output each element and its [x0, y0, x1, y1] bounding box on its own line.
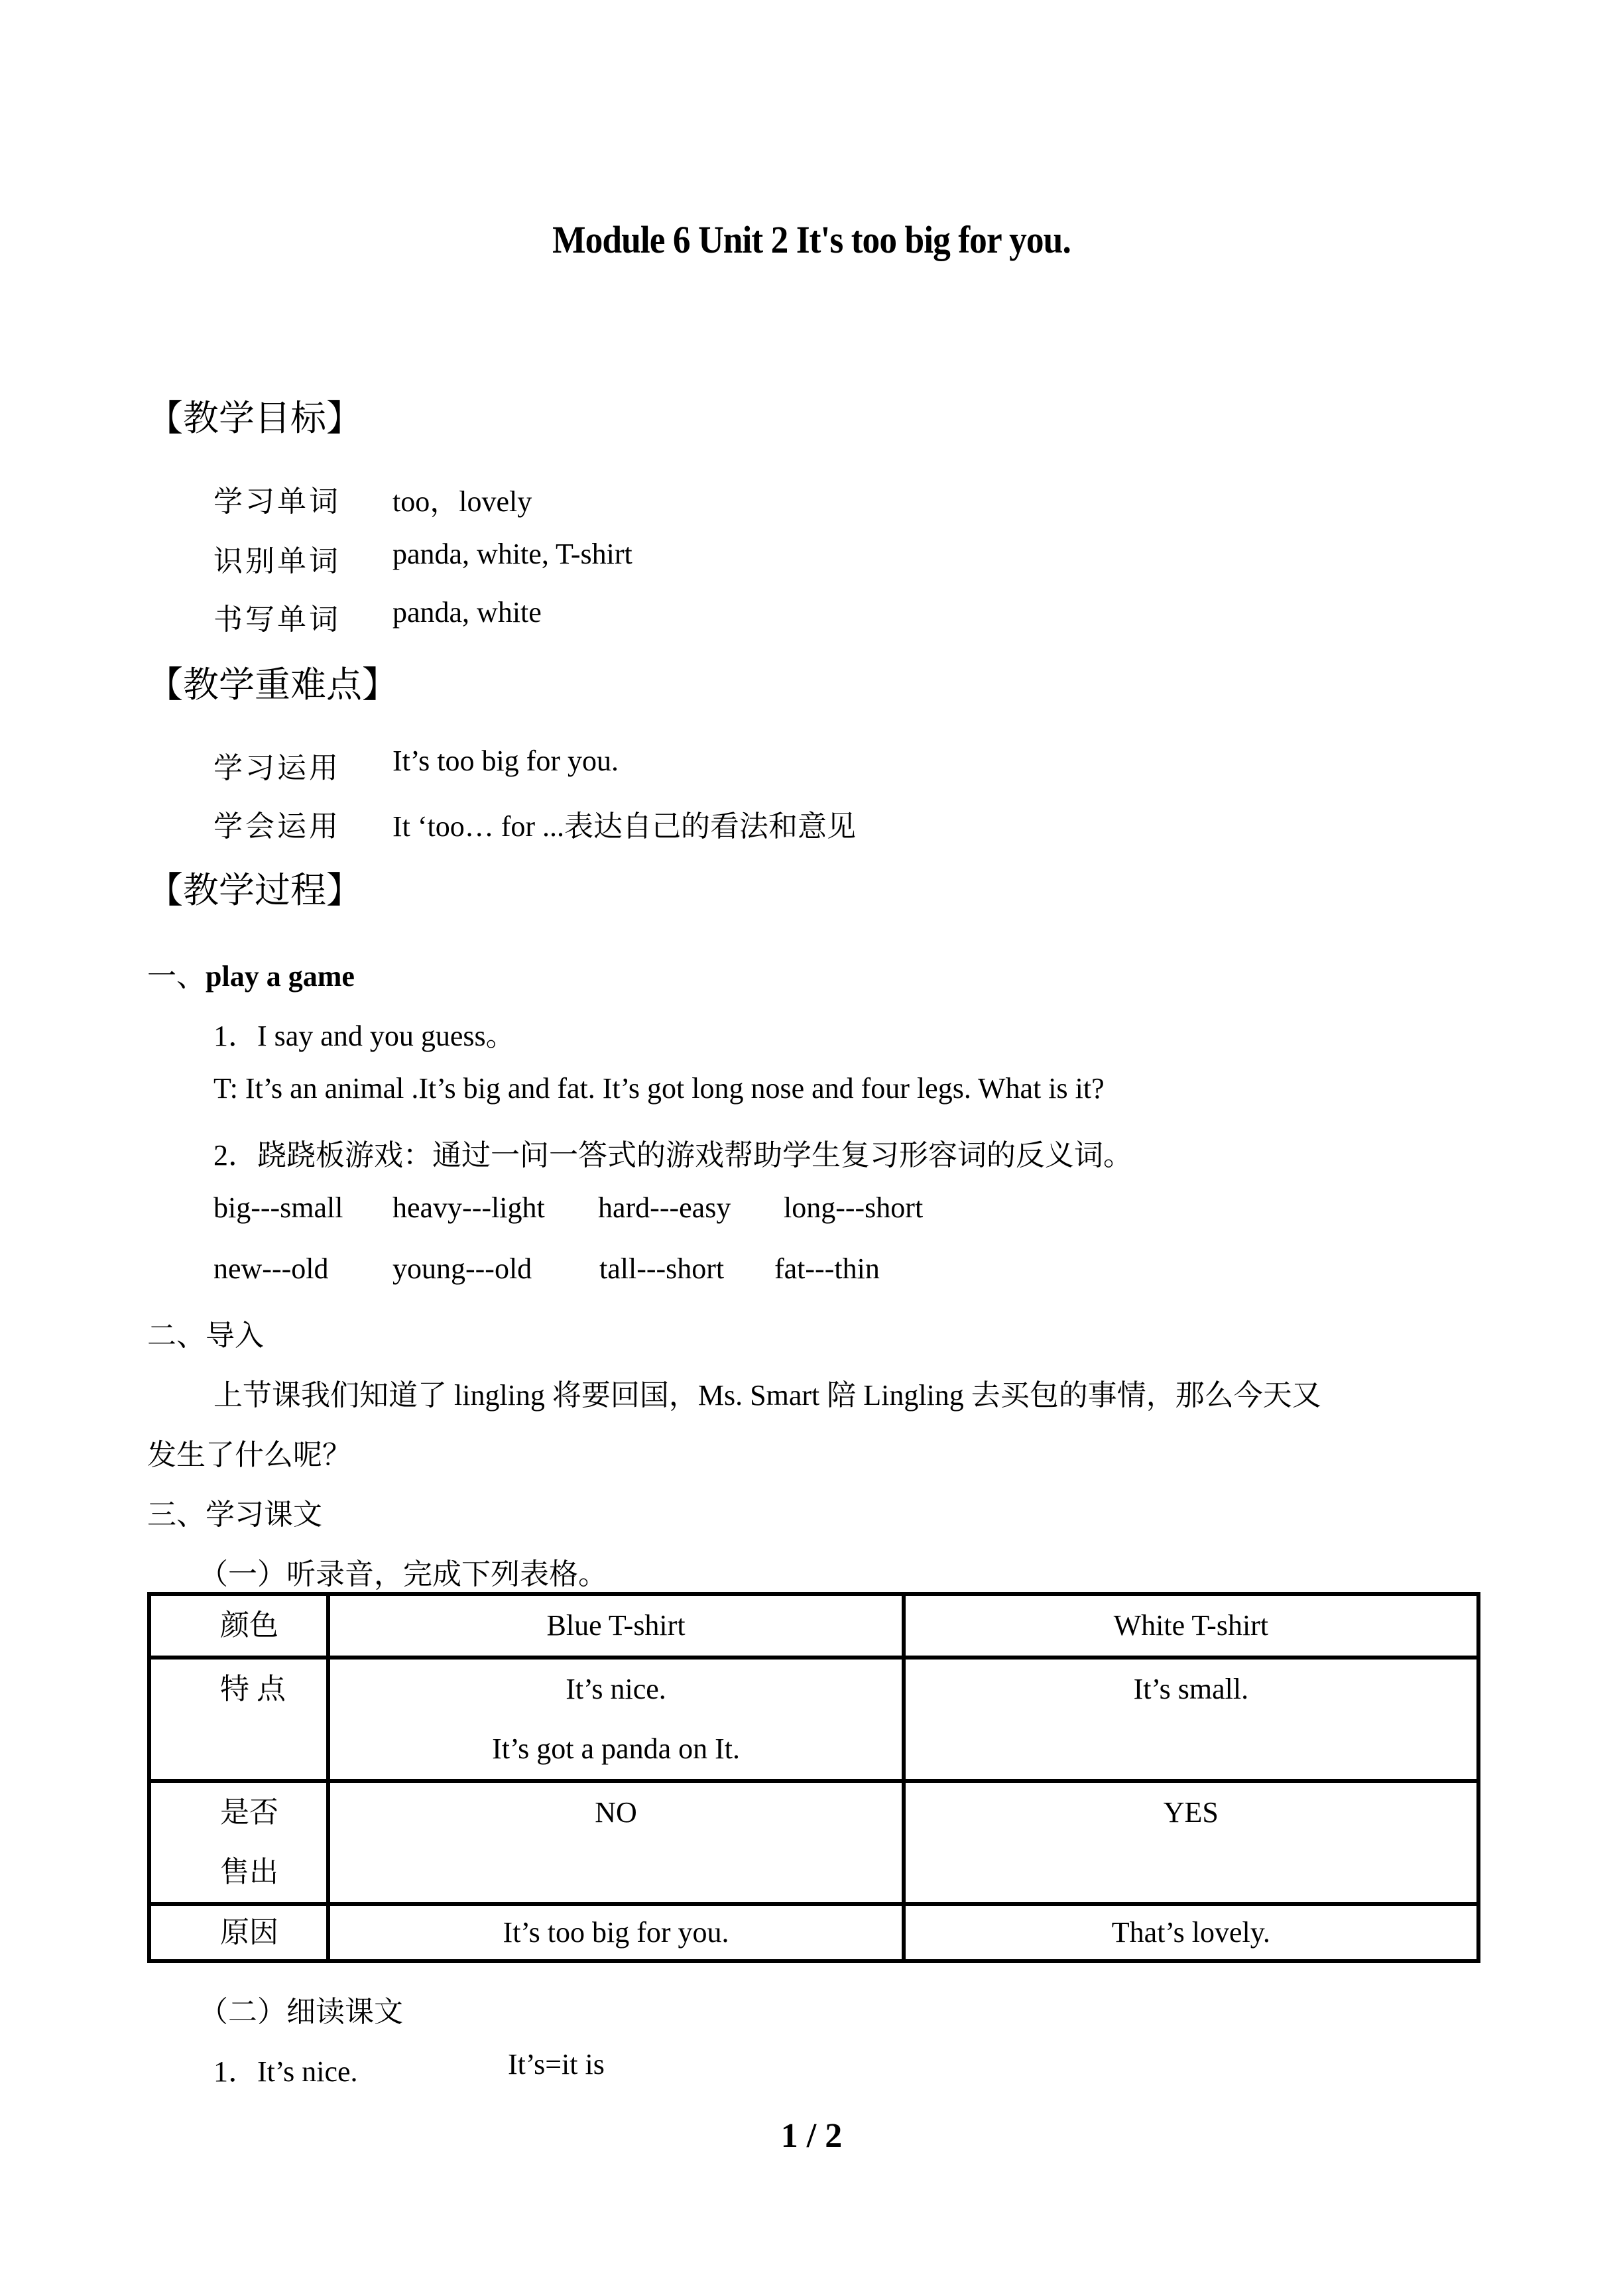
table-row-header: 原因	[149, 1904, 328, 1961]
antonym-pair: long---short	[784, 1191, 924, 1224]
key-points-heading: 【教学重难点】	[147, 665, 398, 705]
page-number: 1 / 2	[780, 2117, 843, 2155]
process-heading: 【教学过程】	[147, 871, 362, 910]
reading-item-1: 1．It’s nice.	[213, 2055, 358, 2088]
antonym-pair: tall---short	[599, 1252, 725, 1285]
key-point-label-2: 学会运用	[213, 810, 341, 843]
reading-item-1-note: It’s=it is	[508, 2048, 605, 2081]
antonym-pair: heavy---light	[392, 1191, 545, 1224]
part2-heading: 二、导入	[147, 1319, 264, 1352]
table-cell-white: White T-shirt	[904, 1594, 1478, 1658]
table-row-header: 是否 售出	[149, 1781, 328, 1904]
antonym-pair: young---old	[392, 1252, 532, 1285]
table-cell-blue: It’s too big for you.	[328, 1904, 903, 1961]
table-row	[149, 1594, 1478, 1658]
table-row	[149, 1781, 1478, 1904]
table-cell-white: It’s small.	[904, 1658, 1478, 1781]
antonym-pair: big---small	[213, 1191, 343, 1224]
key-point-value-1: It’s too big for you.	[392, 745, 619, 777]
part1-step1: 1．I say and you guess。	[213, 1020, 515, 1052]
part2-paragraph-line2: 发生了什么呢？	[147, 1439, 351, 1471]
objective-value-3: panda, white	[392, 596, 542, 629]
table-cell-blue: NO	[328, 1781, 903, 1904]
table-row-header: 特 点	[149, 1658, 328, 1781]
document-title: Module 6 Unit 2 It's too big for you.	[552, 218, 1071, 261]
part1-prefix: 一、	[147, 960, 206, 993]
part1-heading	[147, 952, 355, 995]
objective-label-2: 识别单词	[213, 545, 341, 577]
objective-value-2: panda, white, T-shirt	[392, 538, 632, 570]
part1-dialog: T: It’s an animal .It’s big and fat. It’s got long nose and four legs. What is it?	[213, 1072, 1105, 1105]
part2-paragraph-line1: 上节课我们知道了 lingling 将要回国，Ms. Smart 陪 Lingling 去买包的事情，那么今天又	[213, 1379, 1321, 1412]
table-cell-blue: It’s nice. It’s got a panda on It.	[328, 1658, 903, 1781]
table-row	[149, 1658, 1478, 1781]
part1-title: play a game	[206, 960, 355, 993]
table-cell-blue: Blue T-shirt	[328, 1594, 903, 1658]
objective-label-1: 学习单词	[213, 485, 341, 518]
objective-label-3: 书写单词	[213, 603, 341, 636]
table-row-header: 颜色	[149, 1594, 328, 1658]
objectives-heading: 【教学目标】	[147, 398, 362, 438]
table-cell-white: That’s lovely.	[904, 1904, 1478, 1961]
key-point-label-1: 学习运用	[213, 752, 341, 784]
table-row	[149, 1904, 1478, 1961]
antonym-pair: hard---easy	[598, 1191, 731, 1224]
antonym-pair: fat---thin	[774, 1252, 880, 1285]
table-cell-white: YES	[904, 1781, 1478, 1904]
part1-step2: 2．跷跷板游戏：通过一问一答式的游戏帮助学生复习形容词的反义词。	[213, 1139, 1132, 1172]
antonym-pair: new---old	[213, 1252, 329, 1285]
objective-value-1: too，lovely	[392, 485, 532, 518]
part3-subheading-2: （二）细读课文	[199, 1996, 403, 2028]
part3-subheading-1: （一）听录音，完成下列表格。	[199, 1558, 607, 1591]
key-point-value-2: It ‘too… for ...表达自己的看法和意见	[392, 810, 857, 843]
part3-heading: 三、学习课文	[147, 1498, 322, 1531]
listening-table	[147, 1592, 1480, 1963]
